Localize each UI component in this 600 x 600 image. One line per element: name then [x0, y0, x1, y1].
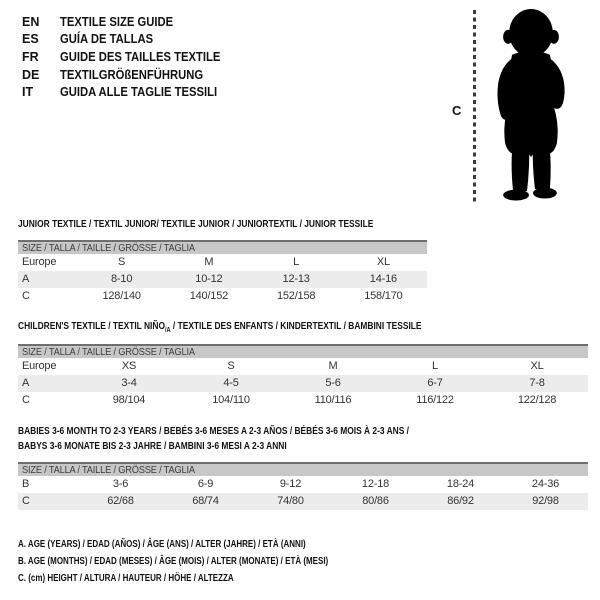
value-cell: XL	[530, 360, 544, 372]
value-cell: 7-8	[529, 377, 545, 389]
language-label: GUIDA ALLE TAGLIE TESSILI	[60, 85, 218, 100]
table-row	[18, 288, 427, 305]
value-cell: 68/74	[192, 495, 219, 507]
language-code: EN	[22, 14, 40, 29]
value-cell: 92/98	[532, 495, 559, 507]
value-cell: 18-24	[446, 478, 475, 490]
language-code: FR	[22, 49, 39, 64]
value-cell: XL	[376, 256, 390, 268]
row-label-cell: Europe	[22, 360, 57, 372]
value-cell: 128/140	[102, 290, 141, 302]
value-cell: 10-12	[195, 273, 223, 285]
footnote-c: C. (cm) HEIGHT / ALTURA / HAUTEUR / HÖHE / ALTEZZA	[18, 573, 234, 584]
value-cell: 62/68	[107, 495, 134, 507]
size-header-bar: SIZE / TALLA / TAILLE / GRÖSSE / TAGLIA	[18, 344, 588, 358]
row-label-cell: C	[22, 394, 30, 406]
table-row	[18, 254, 427, 271]
language-code: DE	[22, 67, 40, 82]
value-cell: M	[328, 360, 338, 372]
babies-table-title: BABIES 3-6 MONTH TO 2-3 YEARS / BEBÉS 3-6 MESES A 2-3 AÑOS / BÉBÉS 3-6 MOIS À 2-3 ANS / BABYS 3-6 MONATE BIS 2-3 JAHRE / BAMBINI 3-6 MESI A 2-3 ANNI	[18, 425, 410, 452]
language-label: GUIDE DES TAILLES TEXTILE	[60, 49, 221, 64]
value-cell: M	[204, 256, 214, 268]
value-cell: 9-12	[279, 478, 302, 490]
value-cell: 158/170	[364, 290, 403, 302]
value-cell: 24-36	[531, 478, 560, 490]
row-label-cell: A	[22, 377, 30, 389]
language-label: TEXTILE SIZE GUIDE	[60, 14, 174, 29]
value-cell: 98/104	[112, 394, 146, 406]
size-header-bar: SIZE / TALLA / TAILLE / GRÖSSE / TAGLIA	[18, 462, 588, 476]
toddler-silhouette-icon	[487, 8, 575, 207]
children-table-title: CHILDREN'S TEXTILE / TEXTIL $NIÑO_{/A}$ / TEXTILE DES ENFANTS / KINDERTEXTIL / BAMBINI TESSILE	[18, 320, 422, 335]
legend-row-en	[22, 13, 238, 31]
table-row	[18, 271, 427, 288]
value-cell: 12-18	[361, 478, 390, 490]
table-row	[18, 375, 588, 392]
value-cell: 3-6	[112, 478, 129, 490]
language-label: TEXTILGRÖßENFÜHRUNG	[60, 67, 204, 82]
value-cell: 3-4	[121, 377, 137, 389]
row-label-cell: C	[22, 495, 30, 507]
junior-size-table	[18, 240, 427, 305]
junior-table-title: JUNIOR TEXTILE / TEXTIL JUNIOR/ TEXTILE JUNIOR / JUNIORTEXTIL / JUNIOR TESSILE	[18, 218, 374, 230]
value-cell: L	[293, 256, 300, 268]
value-cell: 104/110	[212, 394, 250, 406]
language-code: ES	[22, 32, 39, 47]
table-row	[18, 358, 588, 375]
value-cell: 14-16	[369, 273, 397, 285]
footnote-b: B. AGE (MONTHS) / EDAD (MESES) / ÂGE (MOIS) / ALTER (MONATE) / ETÀ (MESI)	[18, 556, 329, 567]
footnotes	[18, 536, 406, 587]
language-code: IT	[22, 85, 34, 100]
row-label-cell: B	[22, 478, 30, 490]
value-cell: S	[118, 256, 126, 268]
value-cell: 110/116	[314, 394, 352, 406]
table-row	[18, 476, 588, 493]
value-cell: 86/92	[447, 495, 474, 507]
value-cell: 12-13	[282, 273, 310, 285]
table-row	[18, 493, 588, 510]
value-cell: 122/128	[517, 394, 557, 406]
value-cell: 116/122	[416, 394, 454, 406]
legend-row-fr	[22, 48, 238, 66]
size-header-bar: SIZE / TALLA / TAILLE / GRÖSSE / TAGLIA	[18, 240, 427, 254]
language-legend	[22, 13, 238, 101]
legend-row-de	[22, 66, 238, 84]
height-measure-dotted-line	[473, 10, 476, 205]
value-cell: 5-6	[325, 377, 341, 389]
babies-size-table	[18, 462, 588, 510]
value-cell: 140/152	[189, 290, 229, 302]
row-label-cell: C	[22, 290, 30, 302]
value-cell: L	[432, 360, 438, 372]
value-cell: S	[227, 360, 235, 372]
value-cell: 6-7	[427, 377, 443, 389]
height-measure-label: C	[452, 103, 462, 118]
value-cell: 6-9	[197, 478, 214, 490]
children-size-table	[18, 344, 588, 409]
value-cell: 8-10	[111, 273, 133, 285]
value-cell: 80/86	[362, 495, 389, 507]
value-cell: 4-5	[223, 377, 239, 389]
legend-row-es	[22, 31, 238, 49]
row-label-cell: A	[22, 273, 30, 285]
language-label: GUÍA DE TALLAS	[60, 32, 154, 47]
value-cell: 152/158	[276, 290, 316, 302]
footnote-a: A. AGE (YEARS) / EDAD (AÑOS) / ÂGE (ANS) / ALTER (JAHRE) / ETÀ (ANNI)	[18, 539, 306, 550]
value-cell: XS	[121, 360, 137, 372]
value-cell: 74/80	[277, 495, 304, 507]
row-label-cell: Europe	[22, 256, 57, 268]
table-row	[18, 392, 588, 409]
legend-row-it	[22, 83, 238, 101]
